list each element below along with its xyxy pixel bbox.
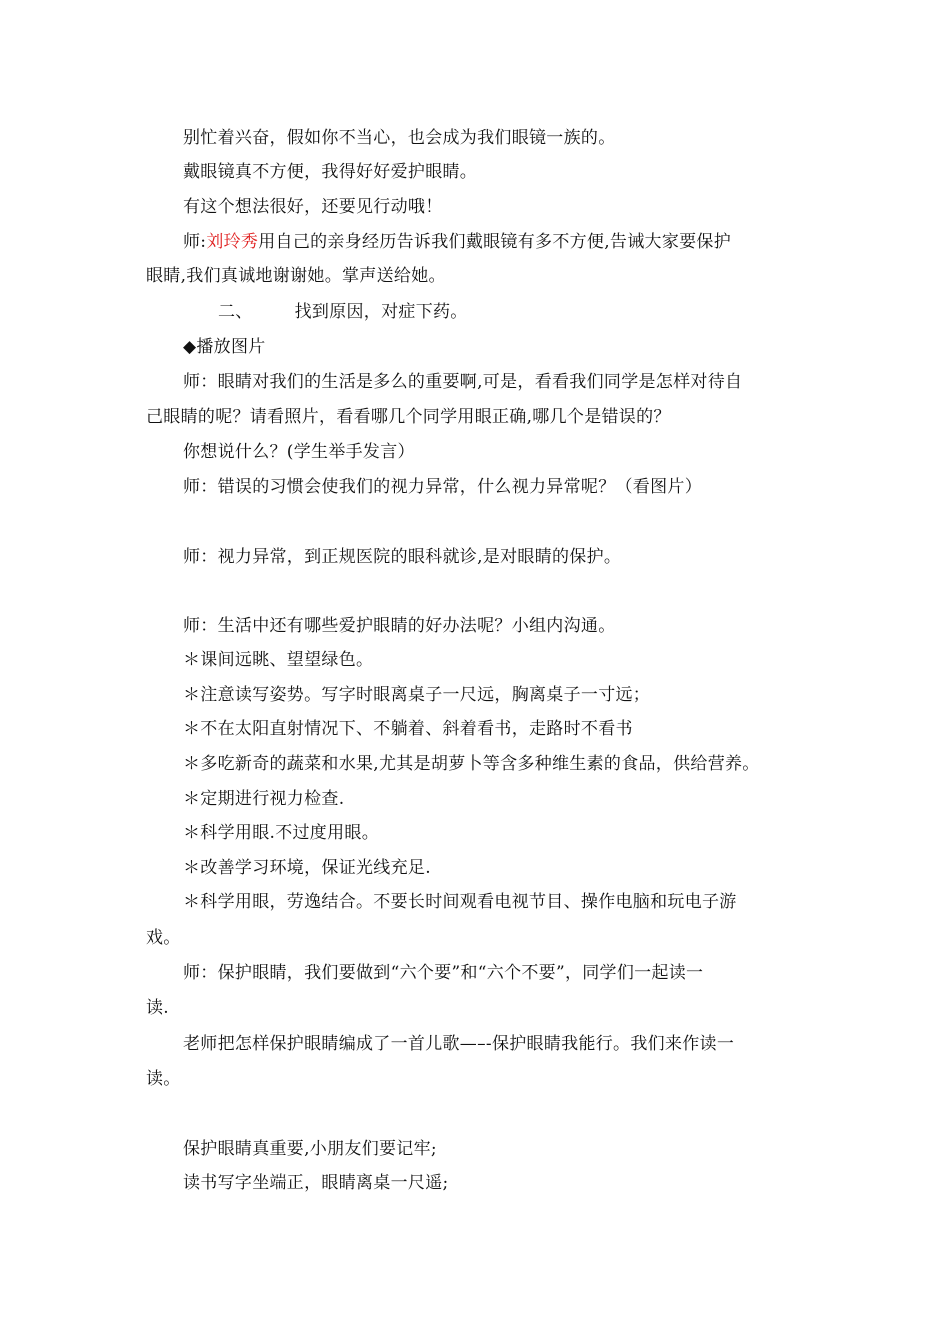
list-item: ＊科学用眼，劳逸结合。不要长时间观看电视节目、操作电脑和玩电子游	[183, 892, 737, 912]
student-name: 刘玲秀	[206, 232, 259, 252]
paragraph-line: 师：错误的习惯会使我们的视力异常，什么视力异常呢？（看图片）	[183, 477, 702, 497]
section-title: 找到原因，对症下药。	[294, 302, 468, 322]
poem-line: 读书写字坐端正，眼睛离桌一尺遥;	[183, 1173, 449, 1193]
section-number: 二、	[218, 302, 253, 322]
list-item: ＊多吃新奇的蔬菜和水果,尤其是胡萝卜等含多种维生素的食品，供给营养。	[183, 754, 760, 774]
remark-text: 用自己的亲身经历告诉我们戴眼镜有多不方便,告诫大家要保护	[258, 232, 732, 252]
paragraph-line: 戴眼镜真不方便，我得好好爱护眼睛。	[183, 162, 478, 182]
paragraph-line: 师：生活中还有哪些爱护眼睛的好办法呢？小组内沟通。	[183, 616, 616, 636]
paragraph-line: 老师把怎样保护眼睛编成了一首儿歌—–-保护眼睛我能行。我们来作读一	[183, 1034, 735, 1054]
paragraph-line: 有这个想法很好，还要见行动哦！	[183, 197, 443, 217]
paragraph-line: ◆播放图片	[183, 337, 266, 357]
paragraph-line: 读.	[146, 998, 170, 1018]
paragraph-line: 眼睛,我们真诚地谢谢她。掌声送给她。	[146, 266, 446, 286]
paragraph-line: 师：眼睛对我们的生活是多么的重要啊,可是，看看我们同学是怎样对待自	[183, 372, 743, 392]
section-heading	[218, 300, 898, 324]
list-item: ＊课间远眺、望望绿色。	[183, 650, 374, 670]
list-item: ＊定期进行视力检查.	[183, 789, 345, 809]
paragraph-line: 师：视力异常，到正规医院的眼科就诊,是对眼睛的保护。	[183, 547, 622, 567]
list-item: ＊改善学习环境，保证光线充足.	[183, 858, 431, 878]
paragraph-line: 读。	[146, 1069, 181, 1089]
paragraph-line: 己眼睛的呢？请看照片，看看哪几个同学用眼正确,哪几个是错误的？	[146, 407, 671, 427]
list-item: ＊不在太阳直射情况下、不躺着、斜着看书，走路时不看书	[183, 719, 633, 739]
list-item: ＊科学用眼.不过度用眼。	[183, 823, 380, 843]
list-item: ＊注意读写姿势。写字时眼离桌子一尺远，胸离桌子一寸远；	[183, 685, 651, 705]
teacher-remark-line	[183, 230, 863, 254]
paragraph-line: 你想说什么？(学生举手发言）	[183, 442, 415, 462]
paragraph-line: 别忙着兴奋，假如你不当心，也会成为我们眼镜一族的。	[183, 128, 616, 148]
speaker-label: 师:	[183, 232, 207, 252]
list-item-continuation: 戏。	[146, 928, 181, 948]
paragraph-line: 师：保护眼睛，我们要做到“六个要”和“六个不要”，同学们一起读一	[183, 963, 704, 983]
poem-line: 保护眼睛真重要,小朋友们要记牢;	[183, 1139, 437, 1159]
